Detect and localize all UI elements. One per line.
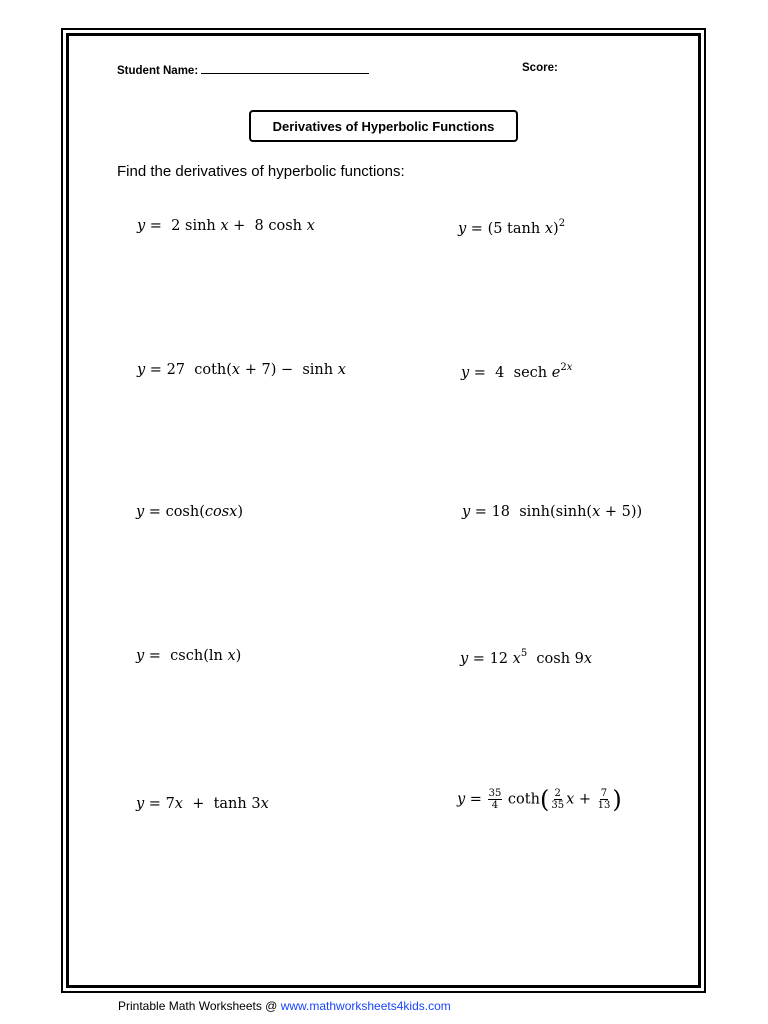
score-label: Score: xyxy=(522,62,558,74)
problem-9: y = 7x + tanh 3x xyxy=(136,796,269,812)
student-name-label: Student Name: xyxy=(117,65,199,77)
instructions: Find the derivatives of hyperbolic functions: xyxy=(117,163,405,180)
worksheet-title xyxy=(249,110,518,142)
fraction-7-13: $\frac{7}{13}$ xyxy=(597,788,611,811)
problem-3: y = 27 coth(x + 7) − sinh x xyxy=(137,362,346,378)
fraction-2-35: $\frac{2}{35}$ xyxy=(551,788,565,811)
footer-link[interactable]: www.mathworksheets4kids.com xyxy=(280,999,451,1013)
problem-10: y = $\frac{35}{4}$ coth( $\frac{2}{35}$ x + $\frac{7}{13}$ ) xyxy=(457,785,622,814)
fraction-35-4: $\frac{35}{4}$ xyxy=(488,788,502,811)
problem-1: y = 2 sinh x + 8 cosh x xyxy=(137,218,315,234)
problem-2: y = (5 tanh x)$^2$ xyxy=(458,218,566,237)
worksheet-title-text: Derivatives of Hyperbolic Functions xyxy=(272,118,495,134)
problem-4: y = 4 sech $e^{2x}$ xyxy=(461,362,573,381)
problem-6: y = 18 sinh(sinh(x + 5)) xyxy=(462,504,643,520)
problem-5: y = cosh(cosx) xyxy=(136,504,244,520)
student-name-blank-line xyxy=(201,62,369,74)
footer xyxy=(118,999,451,1013)
student-name-field xyxy=(117,62,369,77)
problem-8: y = 12 $x^5$ cosh 9x xyxy=(460,648,593,667)
problem-7: y = csch(ln x) xyxy=(136,648,242,664)
footer-text: Printable Math Worksheets @ xyxy=(118,999,281,1013)
